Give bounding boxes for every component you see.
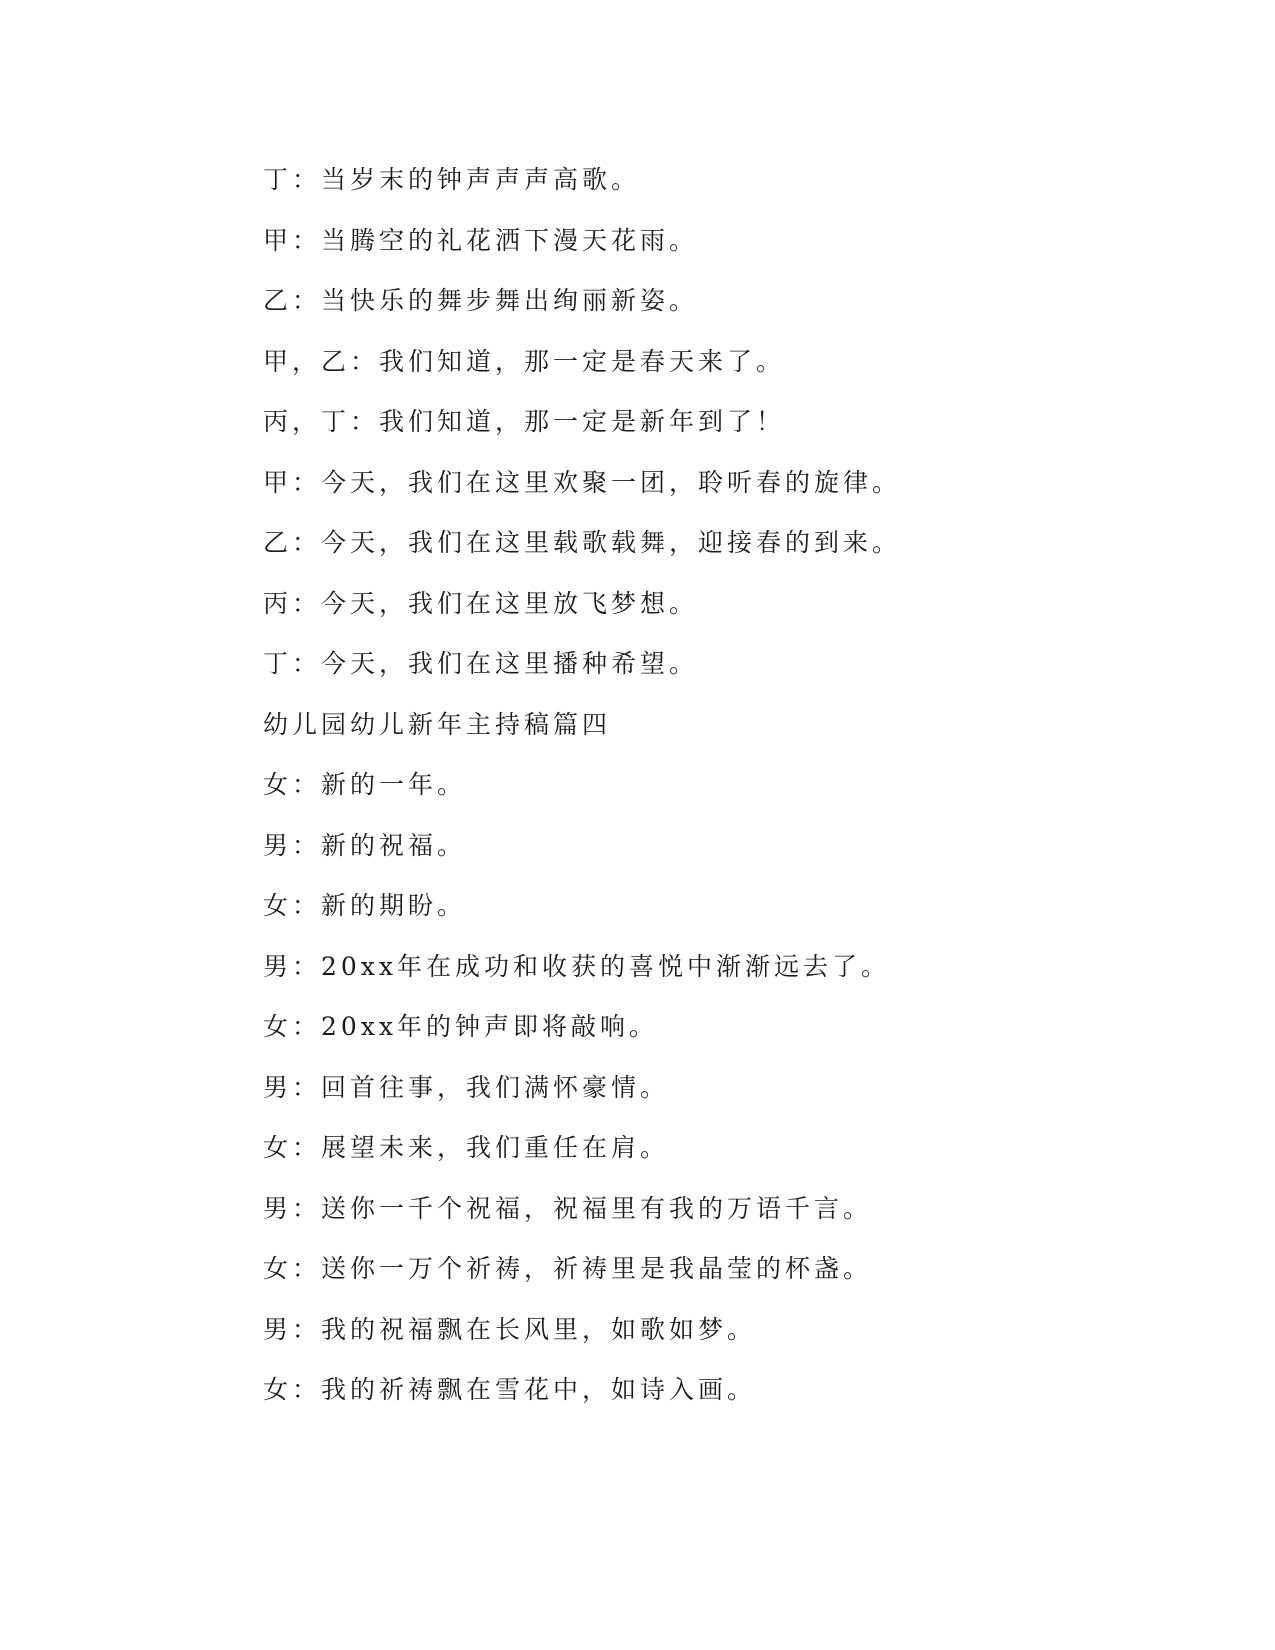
text-line: 甲：今天，我们在这里欢聚一团，聆听春的旋律。 (263, 467, 902, 497)
text-line: 甲：当腾空的礼花洒下漫天花雨。 (263, 225, 699, 255)
text-line: 女：20xx年的钟声即将敲响。 (263, 1012, 659, 1041)
text-line: 女：新的一年。 (263, 770, 467, 799)
text-line: 女：送你一万个祈祷，祈祷里是我晶莹的杯盏。 (263, 1254, 873, 1283)
text-line: 男：新的祝福。 (263, 830, 467, 860)
text-line: 乙：当快乐的舞步舞出绚丽新姿。 (263, 286, 699, 315)
text-line: 女：展望未来，我们重任在肩。 (263, 1133, 670, 1162)
text-line: 丁：今天，我们在这里播种希望。 (263, 649, 699, 678)
text-line: 男：我的祝福飘在长风里，如歌如梦。 (263, 1314, 757, 1344)
text-line: 女：我的祈祷飘在雪花中，如诗入画。 (263, 1375, 757, 1404)
text-line: 丙，丁：我们知道，那一定是新年到了！ (263, 407, 786, 436)
text-line: 丙：今天，我们在这里放飞梦想。 (263, 588, 699, 618)
text-line: 男：送你一千个祝福，祝福里有我的万语千言。 (263, 1193, 873, 1223)
text-line: 乙：今天，我们在这里载歌载舞，迎接春的到来。 (263, 528, 902, 557)
section-heading: 幼儿园幼儿新年主持稿篇四 (263, 709, 612, 739)
document-body (263, 160, 1143, 1431)
text-line: 甲，乙：我们知道，那一定是春天来了。 (263, 346, 786, 376)
text-line: 丁：当岁末的钟声声声高歌。 (263, 165, 641, 194)
text-line: 男：回首往事，我们满怀豪情。 (263, 1072, 670, 1102)
text-line: 男：20xx年在成功和收获的喜悦中渐渐远去了。 (263, 951, 891, 981)
text-line: 女：新的期盼。 (263, 891, 467, 920)
